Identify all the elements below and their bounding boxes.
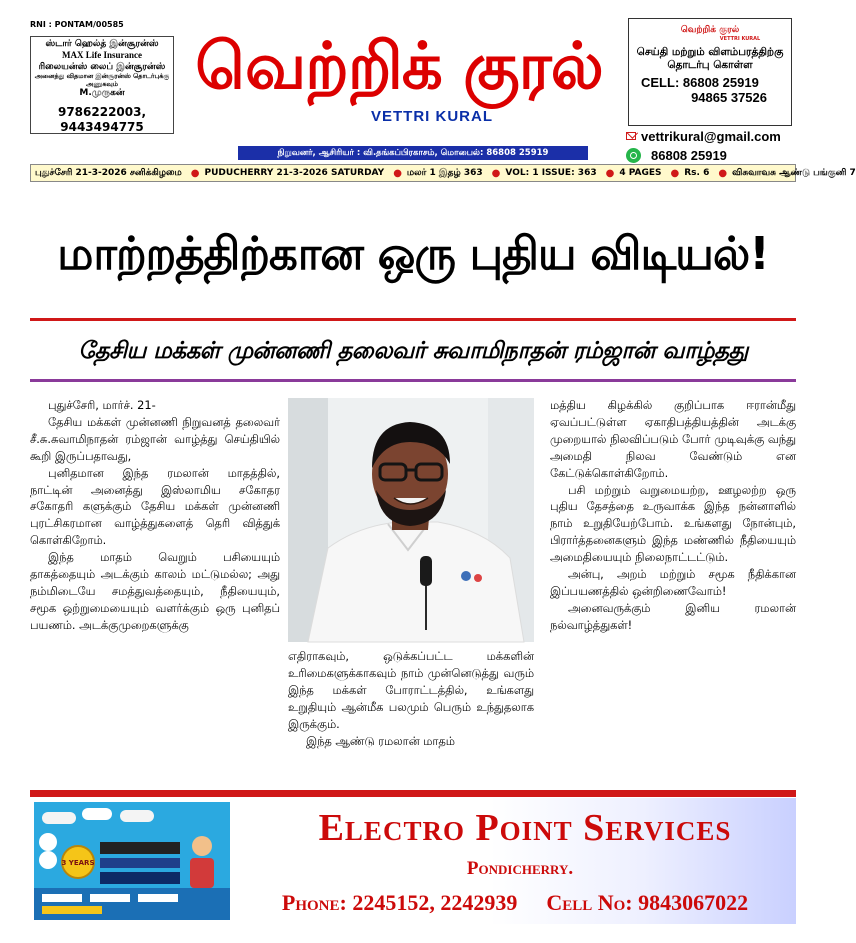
ad-phone-numbers: 2245152, 2242939 [352, 890, 518, 915]
contact-cell: CELL: 86808 25919 [641, 75, 759, 90]
warranty-badge-text: 3 YEARS [61, 859, 95, 867]
main-headline: மாற்றத்திற்கான ஒரு புதிய விடியல்! [57, 227, 769, 280]
whatsapp-row [626, 146, 727, 164]
sub-headline: தேசிய மக்கள் முன்னணி தலைவர் சுவாமிநாதன் ரம்ஜான் வாழ்தது [78, 338, 748, 364]
article-column-2 [288, 648, 534, 772]
ad-cell-label: Cell No: [546, 890, 633, 915]
ad-contact-line [240, 886, 790, 920]
article-dateline: புதுச்சேரி, மார்ச். 21- [48, 398, 156, 412]
ad-cell-number: 9843067022 [638, 890, 749, 915]
bullet-icon: ● [393, 167, 402, 179]
dateline-english-date: PUDUCHERRY 21-3-2026 SATURDAY [204, 168, 385, 178]
bullet-icon: ● [190, 167, 200, 179]
contact-mini-logo: வெற்றிக் குரல் [680, 25, 740, 35]
article-paragraph: எதிராகவும், ஒடுக்கப்பட்ட மக்களின் உரிமைகளுக்காகவும் நாம் முன்னெடுத்து வரும் இந்த மக்கள் போராட்டத்தில், உங்களது உறுதியும் ஆன்மீக பலமும் பெரும் உந்துதலாக இருக்கும். [288, 649, 534, 731]
article-column-1 [30, 397, 280, 749]
article-paragraph: பசி மற்றும் வறுமையற்ற, ஊழலற்ற ஒரு புதிய தேசத்தை உருவாக்க இந்த நன்னாளில் நாம் உறுதியேற்போம். உங்களது நோன்பும், பிரார்த்தனைகளும் இந்த மண்ணில் நீதியையும் அமைதியையும் நிலைநாட்டட்டும். [550, 482, 796, 565]
insurance-agent-name: M.முருகன் [79, 88, 125, 99]
contact-mini-logo-sub: VETTRI KURAL [719, 36, 761, 42]
mail-icon [626, 132, 636, 140]
newspaper-logo: வெற்றிக் குரல் [195, 30, 603, 104]
dateline-price: Rs. 6 [684, 168, 710, 178]
insurance-ad-line: MAX Life Insurance [62, 50, 142, 61]
insurance-ad-line: அனைத்து விதமான இன்சூரன்ஸ் தொடர்புக்கு அணுகவும் [34, 71, 170, 88]
dateline-bar [30, 164, 856, 182]
cctv-ad-thumbnail [34, 802, 230, 920]
ad-company-name: Electro Point Services [318, 807, 732, 849]
article-column-3 [550, 397, 796, 769]
founder-bar: நிறுவனர், ஆசிரியர் : வி.தங்கப்பிரகாசம், மொபைல்: 86808 25919 [238, 146, 588, 160]
article-paragraph: அன்பு, அறம் மற்றும் சமூக நீதிக்கான இப்பயணத்தில் ஒன்றிணைவோம்! [550, 567, 796, 598]
headline-divider [30, 318, 796, 321]
subhead-divider [30, 379, 796, 382]
contact-line: செய்தி மற்றும் விளம்பரத்திற்கு [636, 46, 784, 58]
ad-city: Pondicherry. [466, 858, 574, 879]
ad-phone-label: Phone: [281, 890, 347, 915]
rni-number: RNI : PONTAM/00585 [30, 20, 124, 29]
article-paragraph: புனிதமான இந்த ரமலான் மாதத்தில், நாட்டின் அனைத்து இஸ்லாமிய சகோதர சகோதரி களுக்கும் தேசிய மக்கள் முன்னணி புரட்சிகரமான வாழ்த்துகளைத் தெரி வித்துக் கொள்கிறோம். [30, 465, 280, 548]
contact-line: தொடர்பு கொள்ள [667, 59, 753, 71]
article-paragraph: மத்திய கிழக்கில் குறிப்பாக ஈரான்மீது ஏவப்பட்டுள்ள ஏகாதிபத்தியத்தின் அடக்கு முறையால் நிலவிப்படும் போர் முடிவுக்கு வந்து அமைதி நிலவ வேண்டும் என கேட்டுக்கொள்கிறோம். [550, 398, 796, 480]
whatsapp-icon [626, 148, 641, 163]
email-address[interactable]: vettrikural@gmail.com [641, 128, 781, 144]
dateline-volume-tamil: மலர் 1 இதழ் 363 [406, 167, 483, 178]
ad-top-border [30, 790, 796, 797]
article-paragraph: தேசிய மக்கள் முன்னணி நிறுவனத் தலைவர் சீ.சு.சுவாமிநாதன் ரம்ஜான் வாழ்த்து செய்தியில் கூறி இருப்பதாவது, [30, 414, 280, 463]
article-paragraph: இந்த மாதம் வெறும் பசியையும் தாகத்தையும் அடக்கும் காலம் மட்டுமல்ல; அது நம்மிடையே சமத்துவத்தையும், நீதியையும், சமூக ஒற்றுமையையும் வளர்க்கும் ஒரு புனிதப் பயணம். அடக்குமுறைகளுக்கு [30, 550, 280, 632]
bullet-icon: ● [670, 167, 680, 179]
contact-cell: 94865 37526 [691, 90, 767, 105]
article-paragraph: அனைவருக்கும் இனிய ரமலான் நல்வாழ்த்துகள்! [550, 600, 796, 632]
article-paragraph: இந்த ஆண்டு ரமலான் மாதம் [306, 733, 455, 748]
insurance-ad-box [30, 36, 174, 134]
bullet-icon: ● [491, 167, 501, 179]
insurance-ad-line: ஸ்டார் ஹெல்த் இன்சூரன்ஸ் [45, 39, 159, 49]
leader-photo [288, 398, 534, 642]
contact-box [628, 18, 792, 126]
dateline-pages: 4 PAGES [619, 168, 662, 178]
newspaper-logo-english: VETTRI KURAL [371, 108, 493, 125]
insurance-phones: 9786222003, 9443494775 [57, 104, 147, 134]
dateline-volume: VOL: 1 ISSUE: 363 [505, 168, 597, 178]
email-row [626, 128, 781, 144]
insurance-ad-line: ரிலையன்ஸ் லைப் இன்சூரன்ஸ் [38, 61, 166, 72]
bullet-icon: ● [718, 167, 728, 179]
portrait-illustration [288, 398, 534, 642]
dateline-tamil-date: புதுச்சேரி 21-3-2026 சனிக்கிழமை [35, 167, 182, 178]
whatsapp-number: 86808 25919 [651, 147, 727, 163]
cctv-products-illustration [34, 802, 230, 920]
bullet-icon: ● [605, 167, 615, 179]
dateline-tamil-year: விசுவாவசு ஆண்டு பங்குனி 7 [732, 167, 856, 178]
